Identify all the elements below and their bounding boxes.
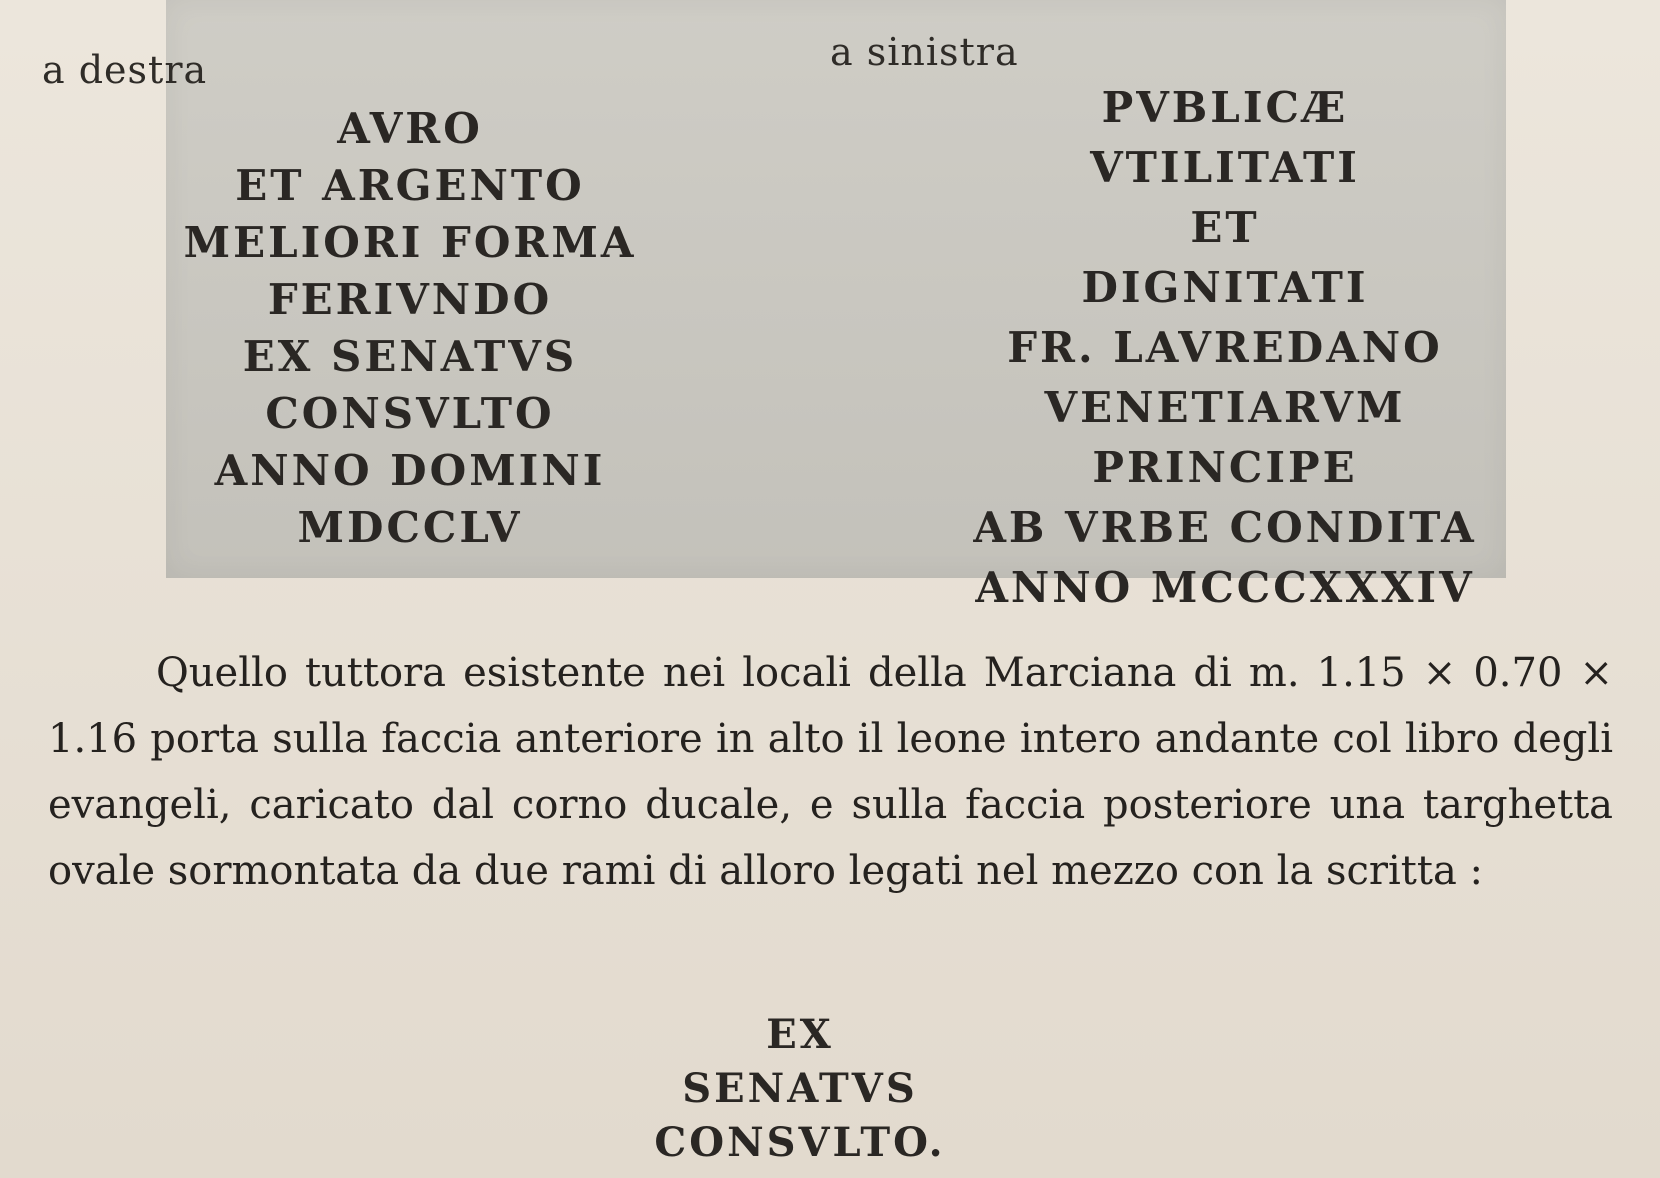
body-paragraph: Quello tuttora esistente nei locali della Marciana di m. 1.15 × 0.70 × 1.16 porta sulla faccia anteriore in alto il leone intero andante col libro degli evangeli, caricato dal corno ducale, e sulla faccia posteriore una targhetta ovale sormontata da due rami di alloro legati nel mezzo con la scritta : [48, 650, 1613, 894]
heading-right-side: a destra [42, 48, 208, 92]
inscription-line: AB VRBE CONDITA [973, 503, 1477, 552]
inscription-line: MELIORI FORMA [183, 218, 637, 267]
inscription-line: CONSVLTO [265, 389, 555, 438]
inscription-line: ET ARGENTO [235, 161, 585, 210]
inscription-line: EX [766, 1011, 834, 1058]
inscription-line: VENETIARVM [1044, 383, 1406, 432]
left-inscription [160, 100, 660, 556]
inscription-line: EX SENATVS [242, 332, 578, 381]
heading-left-side: a sinistra [830, 30, 1019, 74]
inscription-line: SENATVS [682, 1065, 918, 1112]
right-inscription [900, 78, 1550, 618]
inscription-line: AVRO [337, 104, 483, 153]
inscription-line: ANNO MCCCXXXIV [975, 563, 1475, 612]
inscription-line: PRINCIPE [1092, 443, 1358, 492]
inscription-line: MDCCLV [297, 503, 523, 552]
inscription-line: FERIVNDO [267, 275, 553, 324]
inscription-line: VTILITATI [1090, 143, 1360, 192]
inscription-line: PVBLICÆ [1101, 83, 1349, 132]
inscription-line: DIGNITATI [1081, 263, 1369, 312]
inscription-line: ANNO DOMINI [214, 446, 606, 495]
bottom-inscription [560, 1008, 1040, 1170]
inscription-line: CONSVLTO. [654, 1119, 946, 1166]
inscription-line: ET [1190, 203, 1260, 252]
inscription-line: FR. LAVREDANO [1007, 323, 1443, 372]
